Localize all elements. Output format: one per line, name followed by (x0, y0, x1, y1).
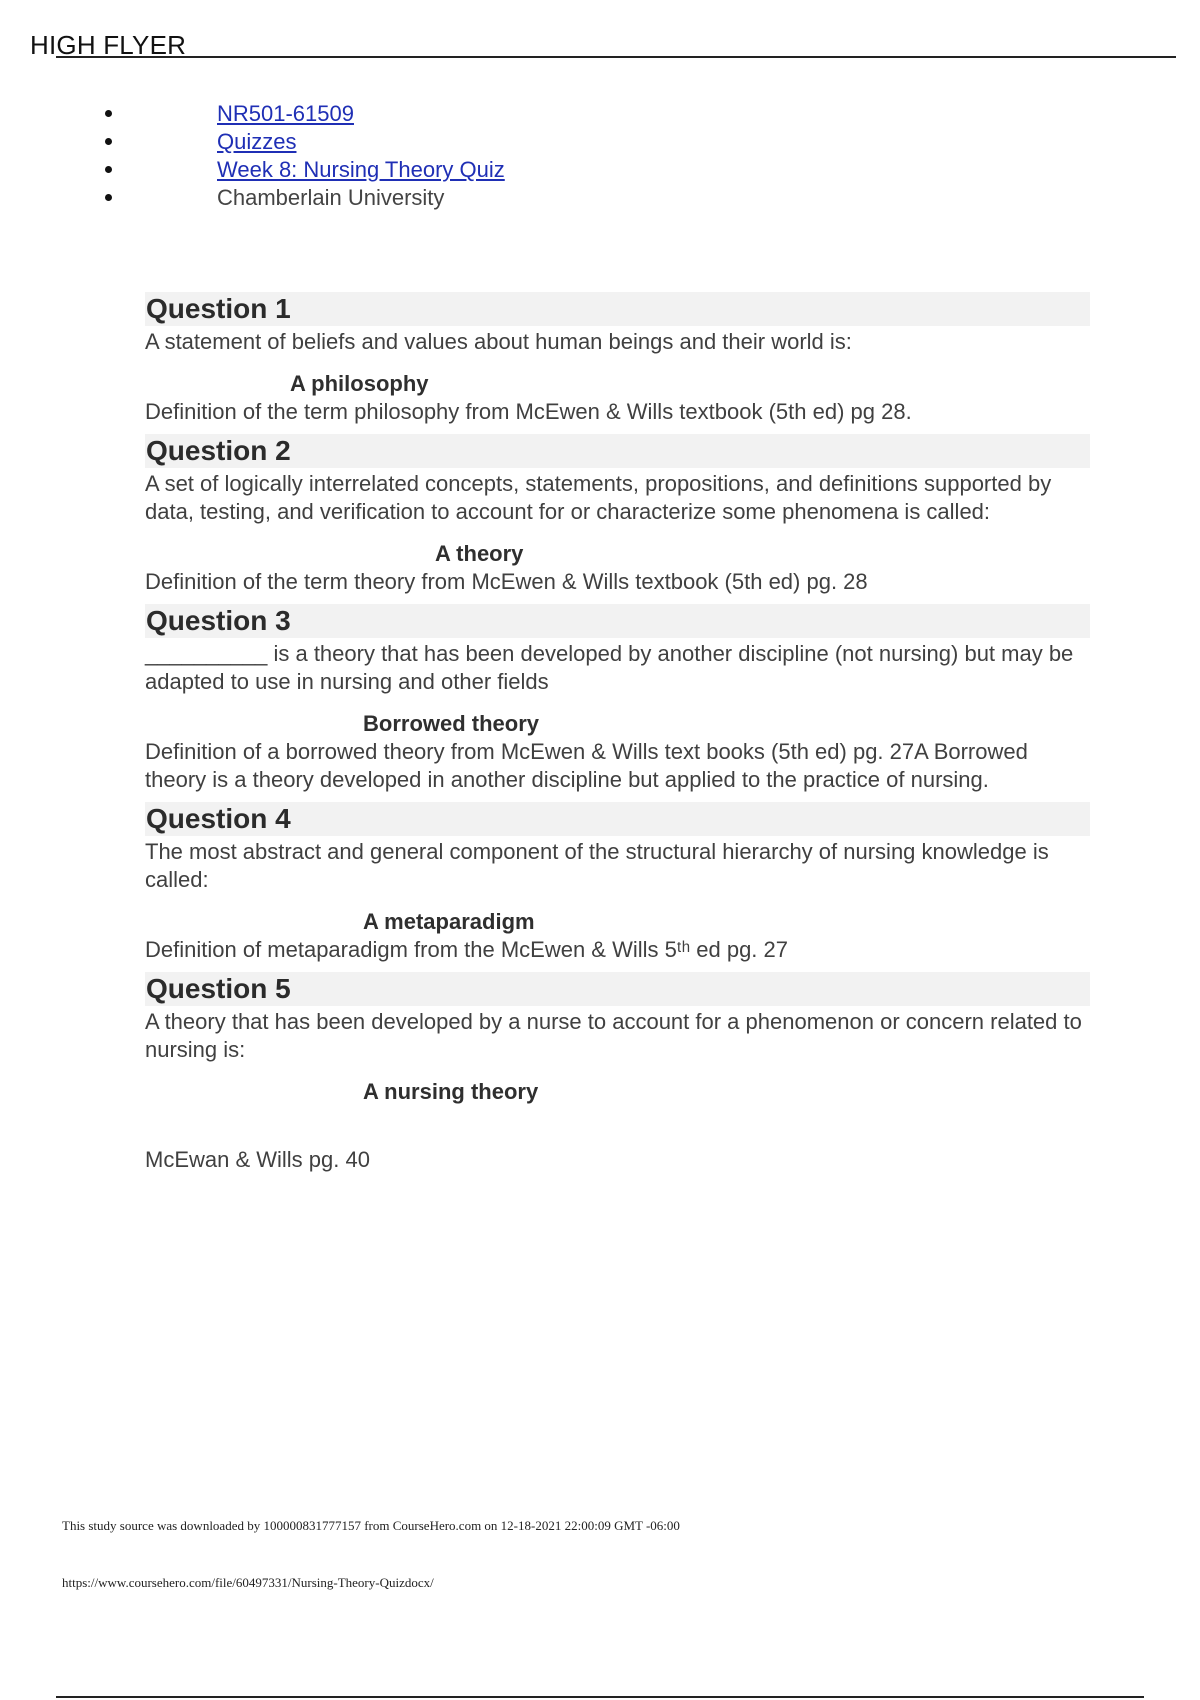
question-text: A statement of beliefs and values about human beings and their world is: (145, 329, 852, 354)
question-heading: Question 5 (145, 972, 1090, 1006)
footer-rule (56, 1696, 1144, 1698)
breadcrumb-item (105, 100, 505, 128)
answer-text: A nursing theory (363, 1079, 539, 1104)
breadcrumb-item (105, 184, 505, 212)
question-5 (145, 972, 1090, 1106)
answer-explanation: Definition of the term philosophy from McEwen & Wills textbook (5th ed) pg 28. (145, 399, 912, 424)
question-heading: Question 3 (145, 604, 1090, 638)
question-2 (145, 434, 1090, 596)
bullet-icon (105, 194, 112, 201)
quizzes-link[interactable]: Quizzes (217, 129, 297, 154)
question-1 (145, 292, 1090, 426)
question-heading: Question 4 (145, 802, 1090, 836)
answer-explanation: Definition of a borrowed theory from McEwen & Wills text books (5th ed) pg. 27A Borrowed theory is a theory developed in another discipline but applied to the practice of nursing. (145, 739, 1028, 792)
question-text: __________ is a theory that has been developed by another discipline (not nursing) but may be adapted to use in nursing and other fields (145, 641, 1074, 694)
question-text: A theory that has been developed by a nurse to account for a phenomenon or concern related to nursing is: (145, 1009, 1082, 1062)
answer-text: A metaparadigm (363, 909, 535, 934)
quiz-content (145, 292, 1090, 1174)
breadcrumb (105, 100, 505, 212)
bullet-icon (105, 138, 112, 145)
breadcrumb-item (105, 128, 505, 156)
answer-explanation: Definition of metaparadigm from the McEwen & Wills 5ᵗʰ ed pg. 27 (145, 937, 788, 962)
header-rule (56, 56, 1176, 58)
bullet-icon (105, 110, 112, 117)
answer-text: A theory (435, 541, 524, 566)
source-url: https://www.coursehero.com/file/60497331/Nursing-Theory-Quizdocx/ (62, 1575, 434, 1590)
reference-note: McEwan & Wills pg. 40 (145, 1147, 370, 1172)
question-heading: Question 2 (145, 434, 1090, 468)
question-4 (145, 802, 1090, 964)
question-text: A set of logically interrelated concepts, statements, propositions, and definitions supported by data, testing, and verification to account for or characterize some phenomena is called: (145, 471, 1052, 524)
question-heading: Question 1 (145, 292, 1090, 326)
quiz-link[interactable]: Week 8: Nursing Theory Quiz (217, 157, 505, 182)
answer-text: Borrowed theory (363, 711, 540, 736)
answer-explanation: Definition of the term theory from McEwen & Wills textbook (5th ed) pg. 28 (145, 569, 868, 594)
download-source-note: This study source was downloaded by 100000831777157 from CourseHero.com on 12-18-2021 22:00:09 GMT -06:00 (62, 1518, 680, 1533)
breadcrumb-item (105, 156, 505, 184)
bullet-icon (105, 166, 112, 173)
institution-label: Chamberlain University (217, 185, 445, 210)
answer-text: A philosophy (290, 371, 429, 396)
course-link[interactable]: NR501-61509 (217, 101, 354, 126)
document-title: HIGH FLYER (30, 30, 187, 60)
question-3 (145, 604, 1090, 794)
question-text: The most abstract and general component of the structural hierarchy of nursing knowledge is called: (145, 839, 1049, 892)
